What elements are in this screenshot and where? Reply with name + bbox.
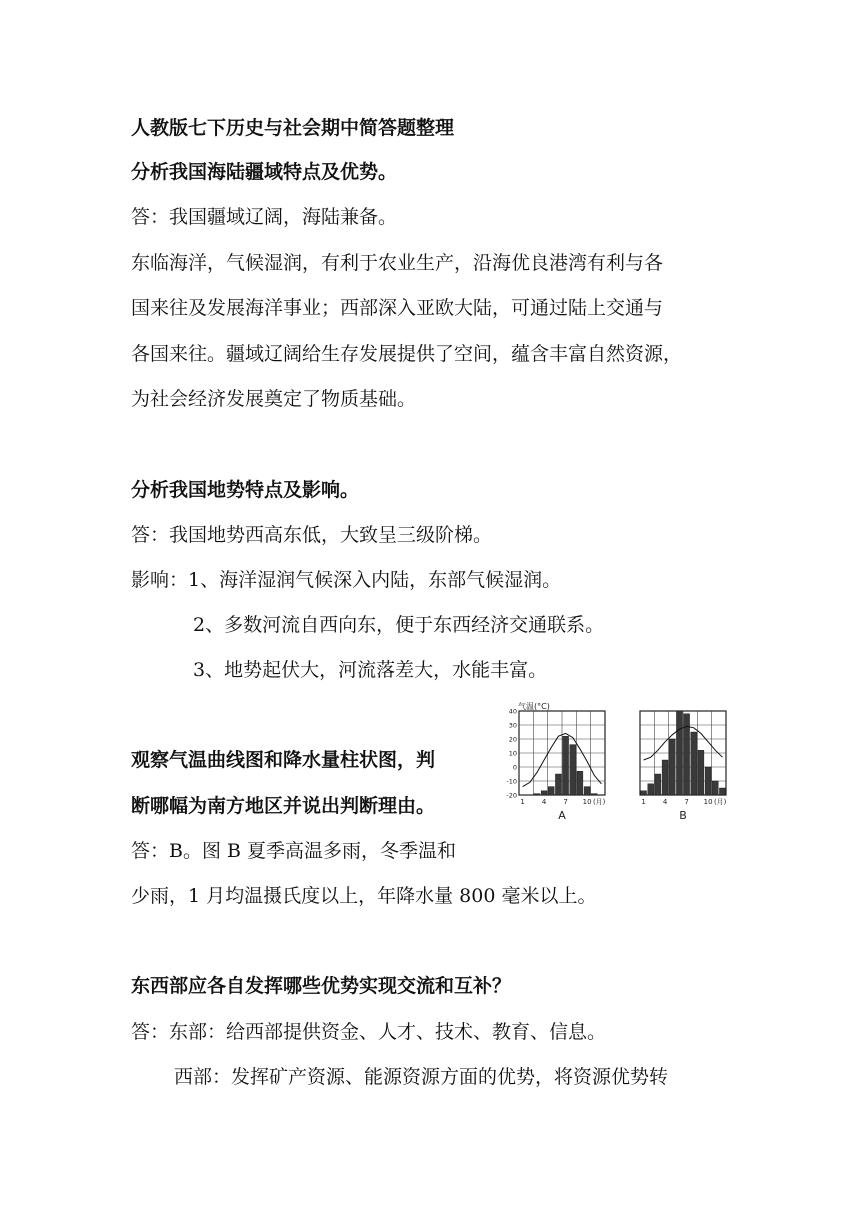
question-3-line-2: 断哪幅为南方地区并说出判断理由。 xyxy=(131,795,436,817)
answer-1-line-2: 东临海洋，气候湿润，有利于农业生产，沿海优良港湾有利与各 xyxy=(131,252,664,274)
chart-a-ytick-label: -20 xyxy=(506,791,517,800)
answer-1-line-4: 各国来往。疆域辽阔给生存发展提供了空间，蕴含丰富自然资源， xyxy=(131,343,683,365)
chart-a-ytick-label: 10 xyxy=(508,749,517,758)
chart-b-xtick-label: 7 xyxy=(684,798,689,806)
chart-b-xtick-label: 1 xyxy=(641,798,646,806)
answer-3-line-2: 少雨，1 月均温摄氏度以上，年降水量 800 毫米以上。 xyxy=(131,885,597,907)
climate-chart-a xyxy=(506,701,605,822)
answer-2-line-1: 答：我国地势西高东低，大致呈三级阶梯。 xyxy=(131,524,493,546)
answer-3-line-1: 答：B。图 B 夏季高温多雨，冬季温和 xyxy=(131,840,457,862)
chart-a-ylabel: 气温(°C) xyxy=(518,702,550,711)
chart-a-title: A xyxy=(558,809,566,822)
chart-a-xtick-label: 10 xyxy=(582,798,592,806)
answer-4-line-1: 答：东部：给西部提供资金、人才、技术、教育、信息。 xyxy=(131,1021,607,1043)
answer-1-line-3: 国来往及发展海洋事业；西部深入亚欧大陆，可通过陆上交通与 xyxy=(131,297,664,319)
chart-b-bar xyxy=(676,711,682,795)
question-4: 东西部应各自发挥哪些优势实现交流和互补？ xyxy=(131,975,512,997)
chart-a-xtick-label: 7 xyxy=(563,798,568,806)
chart-a-ytick-label: -10 xyxy=(506,777,517,786)
chart-a-bar xyxy=(591,794,597,795)
chart-a-xlabel: (月) xyxy=(592,798,606,806)
chart-a-bar xyxy=(577,771,583,795)
question-1: 分析我国海陆疆域特点及优势。 xyxy=(131,161,398,183)
answer-4-line-2: 西部：发挥矿产资源、能源资源方面的优势，将资源优势转 xyxy=(174,1066,669,1088)
document-title: 人教版七下历史与社会期中简答题整理 xyxy=(131,117,455,139)
answer-2-line-3: 2、多数河流自西向东，便于东西经济交通联系。 xyxy=(193,614,605,636)
chart-b-bar xyxy=(691,732,697,795)
chart-a-xtick-label: 1 xyxy=(520,798,525,806)
answer-2-line-4: 3、地势起伏大，河流落差大，水能丰富。 xyxy=(193,659,548,681)
chart-b-title: B xyxy=(679,809,687,822)
answer-1-line-1: 答：我国疆域辽阔，海陆兼备。 xyxy=(131,206,398,228)
chart-b-xlabel: (月) xyxy=(713,798,727,806)
chart-b-bar xyxy=(655,774,661,795)
chart-b-bar xyxy=(669,739,675,795)
chart-b-bar xyxy=(712,781,718,795)
chart-a-xtick-label: 4 xyxy=(541,798,547,806)
chart-a-bar xyxy=(541,791,547,795)
chart-b-xtick-label: 10 xyxy=(703,798,713,806)
chart-a-ytick-label: 40 xyxy=(508,707,517,716)
chart-b-bar xyxy=(641,791,647,795)
chart-b-bar xyxy=(705,767,711,795)
question-2: 分析我国地势特点及影响。 xyxy=(131,479,360,501)
chart-a-bar xyxy=(584,787,590,795)
chart-a-ytick-label: 20 xyxy=(508,735,517,744)
chart-b-bar xyxy=(648,784,654,795)
answer-2-line-2: 影响：1、海洋湿润气候深入内陆，东部气候湿润。 xyxy=(131,569,562,591)
chart-b-bar xyxy=(698,750,704,795)
chart-a-bar xyxy=(555,774,561,795)
climate-chart-b xyxy=(640,711,727,822)
chart-a-bar xyxy=(548,787,554,795)
answer-1-line-5: 为社会经济发展奠定了物质基础。 xyxy=(131,388,417,410)
chart-b-bar xyxy=(719,788,725,795)
chart-a-ytick-label: 0 xyxy=(512,763,517,772)
chart-b-bar xyxy=(662,760,668,795)
question-3-line-1: 观察气温曲线图和降水量柱状图，判 xyxy=(131,749,436,771)
climate-chart-figure xyxy=(500,700,740,824)
chart-b-xtick-label: 4 xyxy=(662,798,668,806)
chart-a-bar xyxy=(570,745,576,795)
chart-a-bar xyxy=(563,736,569,795)
chart-a-ytick-label: 30 xyxy=(508,721,517,730)
chart-a-bar xyxy=(534,794,540,795)
